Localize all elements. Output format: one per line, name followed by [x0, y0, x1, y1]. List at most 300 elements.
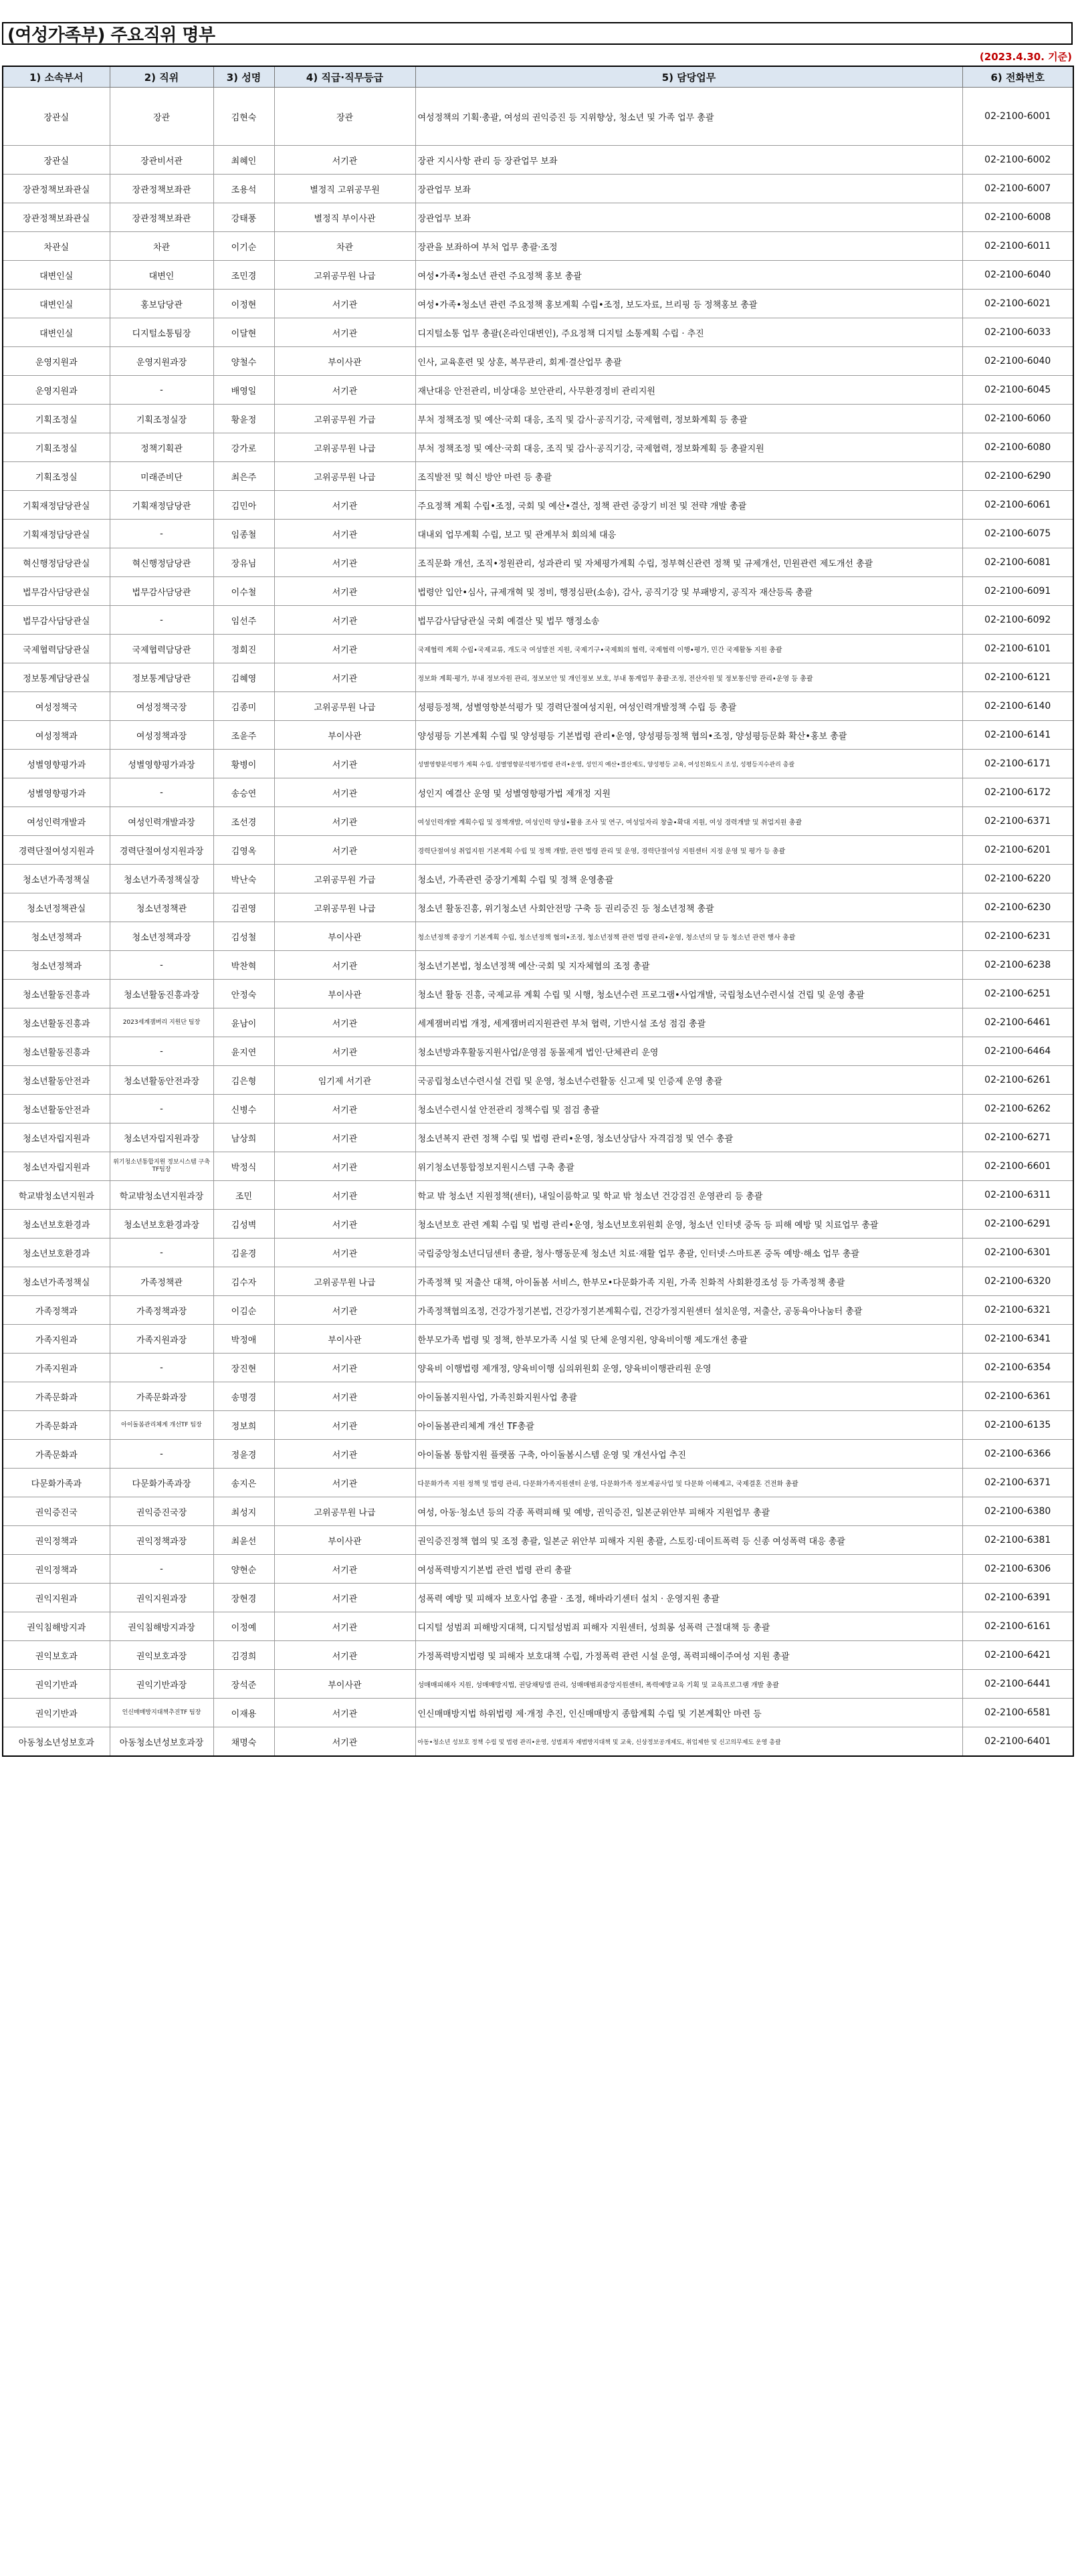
name-cell: 배영일 [213, 376, 274, 405]
duty-cell: 아이돌봄 통합지원 플랫폼 구축, 아이돌봄시스템 운영 및 개선사업 추진 [415, 1440, 962, 1469]
department-cell: 청소년자립지원과 [3, 1123, 110, 1152]
table-row [3, 1641, 1073, 1670]
table-row [3, 405, 1073, 433]
department-cell: 장관정책보좌관실 [3, 203, 110, 232]
position-cell: 다문화가족과장 [110, 1469, 213, 1497]
department-cell: 운영지원과 [3, 376, 110, 405]
name-cell: 양현순 [213, 1555, 274, 1584]
phone-cell: 02-2100-6238 [962, 951, 1073, 980]
phone-cell: 02-2100-6060 [962, 405, 1073, 433]
table-row [3, 1267, 1073, 1296]
position-cell: 청소년활동안전과장 [110, 1066, 213, 1095]
phone-cell: 02-2100-6231 [962, 922, 1073, 951]
department-cell: 가족정책과 [3, 1296, 110, 1325]
department-cell: 대변인실 [3, 261, 110, 290]
duty-cell: 위기청소년통합정보지원시스템 구축 총괄 [415, 1152, 962, 1181]
grade-cell: 서기관 [274, 1727, 415, 1757]
grade-cell: 서기관 [274, 146, 415, 175]
grade-cell: 별정직 부이사관 [274, 203, 415, 232]
name-cell: 송지은 [213, 1469, 274, 1497]
department-cell: 청소년자립지원과 [3, 1152, 110, 1181]
phone-cell: 02-2100-6290 [962, 462, 1073, 491]
page-title: (여성가족부) 주요직위 명부 [2, 22, 1073, 45]
department-cell: 가족문화과 [3, 1440, 110, 1469]
duty-cell: 가족정책협의조정, 건강가정기본법, 건강가정기본계획수립, 건강가정지원센터 설치운영, 저출산, 공동육아나눔터 총괄 [415, 1296, 962, 1325]
phone-cell: 02-2100-6230 [962, 893, 1073, 922]
table-row [3, 1469, 1073, 1497]
department-cell: 청소년활동진흥과 [3, 980, 110, 1008]
department-cell: 성별영향평가과 [3, 750, 110, 778]
table-body [3, 88, 1073, 1757]
grade-cell: 서기관 [274, 1612, 415, 1641]
duty-cell: 가족정책 및 저출산 대책, 아이돌봄 서비스, 한부모•다문화가족 지원, 가족 친화적 사회환경조성 등 가족정책 총괄 [415, 1267, 962, 1296]
duty-cell: 청소년수련시설 안전관리 정책수립 및 점검 총괄 [415, 1095, 962, 1123]
table-row [3, 146, 1073, 175]
duty-cell: 성평등정책, 성별영향분석평가 및 경력단절여성지원, 여성인력개발정책 수립 등 총괄 [415, 692, 962, 721]
name-cell: 임선주 [213, 606, 274, 635]
grade-cell: 고위공무원 나급 [274, 893, 415, 922]
department-cell: 경력단절여성지원과 [3, 836, 110, 865]
table-row [3, 577, 1073, 606]
phone-cell: 02-2100-6601 [962, 1152, 1073, 1181]
table-row [3, 232, 1073, 261]
grade-cell: 서기관 [274, 491, 415, 520]
phone-cell: 02-2100-6361 [962, 1382, 1073, 1411]
department-cell: 장관실 [3, 88, 110, 146]
phone-cell: 02-2100-6121 [962, 663, 1073, 692]
table-row [3, 175, 1073, 203]
grade-cell: 서기관 [274, 635, 415, 663]
phone-cell: 02-2100-6464 [962, 1037, 1073, 1066]
position-cell: 대변인 [110, 261, 213, 290]
duty-cell: 아동•청소년 성보호 정책 수립 및 법령 관리•운영, 성범죄자 재범방지대책 및 교육, 신상정보공개제도, 취업제한 및 신고의무제도 운영 총괄 [415, 1727, 962, 1757]
department-cell: 법무감사담당관실 [3, 577, 110, 606]
position-cell: 장관 [110, 88, 213, 146]
position-cell: 홍보담당관 [110, 290, 213, 318]
position-cell: 아이돌봄관리체계 개선TF 팀장 [110, 1411, 213, 1440]
reference-date: (2023.4.30. 기준) [979, 51, 1072, 63]
phone-cell: 02-2100-6291 [962, 1210, 1073, 1239]
table-row [3, 606, 1073, 635]
position-cell: 성별영향평가과장 [110, 750, 213, 778]
department-cell: 기획조정실 [3, 433, 110, 462]
position-cell: 청소년보호환경과장 [110, 1210, 213, 1239]
duty-cell: 조직발전 및 혁신 방안 마련 등 총괄 [415, 462, 962, 491]
table-row [3, 893, 1073, 922]
table-row [3, 865, 1073, 893]
phone-cell: 02-2100-6008 [962, 203, 1073, 232]
department-cell: 기획조정실 [3, 462, 110, 491]
position-cell: 권익증진국장 [110, 1497, 213, 1526]
name-cell: 조용석 [213, 175, 274, 203]
table-row [3, 1526, 1073, 1555]
table-row [3, 1382, 1073, 1411]
department-cell: 차관실 [3, 232, 110, 261]
phone-cell: 02-2100-6371 [962, 1469, 1073, 1497]
table-row [3, 88, 1073, 146]
phone-cell: 02-2100-6381 [962, 1526, 1073, 1555]
duty-cell: 청소년기본법, 청소년정책 예산·국회 및 지자체협의 조정 총괄 [415, 951, 962, 980]
duty-cell: 국립중앙청소년디딤센터 총괄, 청사·행동문제 청소년 치료·재활 업무 총괄, 인터넷·스마트폰 중독 예방·해소 업무 총괄 [415, 1239, 962, 1267]
phone-cell: 02-2100-6007 [962, 175, 1073, 203]
duty-cell: 청소년보호 관련 계획 수립 및 법령 관리•운영, 청소년보호위원회 운영, 청소년 인터넷 중독 등 피해 예방 및 치료업무 총괄 [415, 1210, 962, 1239]
grade-cell: 서기관 [274, 1296, 415, 1325]
grade-cell: 고위공무원 나급 [274, 1267, 415, 1296]
duty-cell: 청소년 활동진흥, 위기청소년 사회안전망 구축 등 권리증진 등 청소년정책 총괄 [415, 893, 962, 922]
table-row [3, 1497, 1073, 1526]
grade-cell: 서기관 [274, 1123, 415, 1152]
position-cell: 디지털소통팀장 [110, 318, 213, 347]
phone-cell: 02-2100-6341 [962, 1325, 1073, 1354]
position-cell: 여성인력개발과장 [110, 807, 213, 836]
duty-cell: 여성•가족•청소년 관련 주요정책 홍보 총괄 [415, 261, 962, 290]
duty-cell: 성매매피해자 지원, 성매매방지법, 권당채팅앱 관리, 성매매범죄중앙지원센터, 폭력예방교육 기획 및 교육프로그램 개발 총괄 [415, 1670, 962, 1699]
department-cell: 다문화가족과 [3, 1469, 110, 1497]
name-cell: 양철수 [213, 347, 274, 376]
table-row [3, 1612, 1073, 1641]
position-cell: 차관 [110, 232, 213, 261]
phone-cell: 02-2100-6401 [962, 1727, 1073, 1757]
table-row [3, 261, 1073, 290]
grade-cell: 부이사관 [274, 980, 415, 1008]
phone-cell: 02-2100-6321 [962, 1296, 1073, 1325]
grade-cell: 고위공무원 나급 [274, 1497, 415, 1526]
duty-cell: 여성정책의 기획·총괄, 여성의 권익증진 등 지위향상, 청소년 및 가족 업무 총괄 [415, 88, 962, 146]
duty-cell: 양육비 이행법령 제개정, 양육비이행 심의위원회 운영, 양육비이행관리원 운영 [415, 1354, 962, 1382]
department-cell: 여성인력개발과 [3, 807, 110, 836]
table-row [3, 1584, 1073, 1612]
duty-cell: 가정폭력방지법령 및 피해자 보호대책 수립, 가정폭력 관련 시설 운영, 폭력피해이주여성 지원 총괄 [415, 1641, 962, 1670]
table-row [3, 980, 1073, 1008]
position-cell: 아동청소년성보호과장 [110, 1727, 213, 1757]
grade-cell: 부이사관 [274, 347, 415, 376]
table-row [3, 1440, 1073, 1469]
position-cell: 위기청소년통합지원 정보시스템 구축TF팀장 [110, 1152, 213, 1181]
grade-cell: 서기관 [274, 1354, 415, 1382]
grade-cell: 고위공무원 나급 [274, 433, 415, 462]
name-cell: 임종철 [213, 520, 274, 548]
table-row [3, 1670, 1073, 1699]
position-cell: - [110, 951, 213, 980]
phone-cell: 02-2100-6040 [962, 347, 1073, 376]
duty-cell: 국공립청소년수련시설 건립 및 운영, 청소년수련활동 신고제 및 인증제 운영 총괄 [415, 1066, 962, 1095]
position-cell: 권익정책과장 [110, 1526, 213, 1555]
department-cell: 권익증진국 [3, 1497, 110, 1526]
department-cell: 대변인실 [3, 290, 110, 318]
name-cell: 안정숙 [213, 980, 274, 1008]
grade-cell: 서기관 [274, 1181, 415, 1210]
phone-cell: 02-2100-6271 [962, 1123, 1073, 1152]
phone-cell: 02-2100-6135 [962, 1411, 1073, 1440]
phone-cell: 02-2100-6581 [962, 1699, 1073, 1727]
name-cell: 김성철 [213, 922, 274, 951]
duty-cell: 여성, 아동·청소년 등의 각종 폭력피해 및 예방, 권익증진, 일본군위안부 피해자 지원업무 총괄 [415, 1497, 962, 1526]
position-cell: - [110, 1037, 213, 1066]
position-cell: 여성정책과장 [110, 721, 213, 750]
phone-cell: 02-2100-6141 [962, 721, 1073, 750]
duty-cell: 법령안 입안•심사, 규제개혁 및 정비, 행정심판(소송), 감사, 공직기강 및 부패방지, 공직자 재산등록 총괄 [415, 577, 962, 606]
grade-cell: 고위공무원 나급 [274, 261, 415, 290]
position-cell: 정책기획관 [110, 433, 213, 462]
department-cell: 아동청소년성보호과 [3, 1727, 110, 1757]
phone-cell: 02-2100-6021 [962, 290, 1073, 318]
phone-cell: 02-2100-6011 [962, 232, 1073, 261]
grade-cell: 서기관 [274, 520, 415, 548]
duty-cell: 조직문화 개선, 조직•정원관리, 성과관리 및 자체평가계획 수립, 정부혁신관련 정책 및 규제개선, 민원관련 제도개선 총괄 [415, 548, 962, 577]
table-row [3, 1008, 1073, 1037]
grade-cell: 서기관 [274, 606, 415, 635]
name-cell: 장현경 [213, 1584, 274, 1612]
phone-cell: 02-2100-6002 [962, 146, 1073, 175]
position-cell: 권익기반과장 [110, 1670, 213, 1699]
table-row [3, 1123, 1073, 1152]
name-cell: 김은형 [213, 1066, 274, 1095]
position-cell: 권익지원과장 [110, 1584, 213, 1612]
position-cell: 가족정책과장 [110, 1296, 213, 1325]
department-cell: 청소년보호환경과 [3, 1239, 110, 1267]
department-cell: 청소년활동진흥과 [3, 1008, 110, 1037]
department-cell: 법무감사담당관실 [3, 606, 110, 635]
header-duties: 5) 담당업무 [415, 66, 962, 88]
table-row [3, 1210, 1073, 1239]
name-cell: 조윤주 [213, 721, 274, 750]
position-cell: 법무감사담당관 [110, 577, 213, 606]
staff-roster-table [2, 66, 1074, 1757]
name-cell: 김영옥 [213, 836, 274, 865]
grade-cell: 서기관 [274, 951, 415, 980]
grade-cell: 서기관 [274, 1008, 415, 1037]
duty-cell: 경력단절여성 취업지원 기본계획 수립 및 정책 개발, 관련 법령 관리 및 운영, 경력단절여성 지원센터 지정 운영 및 평가 등 총괄 [415, 836, 962, 865]
name-cell: 최성지 [213, 1497, 274, 1526]
department-cell: 권익기반과 [3, 1699, 110, 1727]
position-cell: 장관비서관 [110, 146, 213, 175]
department-cell: 가족문화과 [3, 1382, 110, 1411]
name-cell: 최은주 [213, 462, 274, 491]
position-cell: 기획조정실장 [110, 405, 213, 433]
table-row [3, 1181, 1073, 1210]
name-cell: 김경희 [213, 1641, 274, 1670]
department-cell: 성별영향평가과 [3, 778, 110, 807]
name-cell: 박찬혁 [213, 951, 274, 980]
position-cell: 장관정책보좌관 [110, 175, 213, 203]
position-cell: - [110, 606, 213, 635]
phone-cell: 02-2100-6033 [962, 318, 1073, 347]
position-cell: 청소년정책과장 [110, 922, 213, 951]
table-row [3, 548, 1073, 577]
table-row [3, 1095, 1073, 1123]
position-cell: 기획재정담당관 [110, 491, 213, 520]
phone-cell: 02-2100-6421 [962, 1641, 1073, 1670]
table-row [3, 692, 1073, 721]
phone-cell: 02-2100-6045 [962, 376, 1073, 405]
name-cell: 이수철 [213, 577, 274, 606]
name-cell: 박정식 [213, 1152, 274, 1181]
grade-cell: 고위공무원 가급 [274, 865, 415, 893]
phone-cell: 02-2100-6441 [962, 1670, 1073, 1699]
phone-cell: 02-2100-6261 [962, 1066, 1073, 1095]
name-cell: 황병이 [213, 750, 274, 778]
phone-cell: 02-2100-6061 [962, 491, 1073, 520]
name-cell: 김현숙 [213, 88, 274, 146]
name-cell: 윤지연 [213, 1037, 274, 1066]
duty-cell: 부처 정책조정 및 예산·국회 대응, 조직 및 감사·공직기강, 국제협력, 정보화계획 등 총괄 [415, 405, 962, 433]
duty-cell: 인사, 교육훈련 및 상훈, 복무관리, 회계·결산업무 총괄 [415, 347, 962, 376]
position-cell: 국제협력담당관 [110, 635, 213, 663]
grade-cell: 서기관 [274, 1440, 415, 1469]
name-cell: 정회진 [213, 635, 274, 663]
position-cell: 인신매매방지대책추진TF 팀장 [110, 1699, 213, 1727]
table-row [3, 836, 1073, 865]
department-cell: 장관실 [3, 146, 110, 175]
grade-cell: 서기관 [274, 1382, 415, 1411]
phone-cell: 02-2100-6306 [962, 1555, 1073, 1584]
department-cell: 청소년정책과 [3, 922, 110, 951]
duty-cell: 한부모가족 법령 및 정책, 한부모가족 시설 및 단체 운영지원, 양육비이행 제도개선 총괄 [415, 1325, 962, 1354]
name-cell: 박난숙 [213, 865, 274, 893]
position-cell: - [110, 778, 213, 807]
name-cell: 신병수 [213, 1095, 274, 1123]
grade-cell: 서기관 [274, 1555, 415, 1584]
phone-cell: 02-2100-6075 [962, 520, 1073, 548]
department-cell: 여성정책과 [3, 721, 110, 750]
table-row [3, 1411, 1073, 1440]
name-cell: 김민아 [213, 491, 274, 520]
grade-cell: 서기관 [274, 1095, 415, 1123]
table-row [3, 663, 1073, 692]
phone-cell: 02-2100-6081 [962, 548, 1073, 577]
name-cell: 윤남이 [213, 1008, 274, 1037]
department-cell: 가족문화과 [3, 1411, 110, 1440]
table-row [3, 1555, 1073, 1584]
position-cell: - [110, 520, 213, 548]
grade-cell: 서기관 [274, 807, 415, 836]
header-phone: 6) 전화번호 [962, 66, 1073, 88]
duty-cell: 국제협력 계획 수립•국제교류, 개도국 여성발전 지원, 국제기구•국제회의 협력, 국제협력 이행•평가, 민간 국제활동 지원 총괄 [415, 635, 962, 663]
grade-cell: 서기관 [274, 290, 415, 318]
department-cell: 청소년보호환경과 [3, 1210, 110, 1239]
position-cell: - [110, 1239, 213, 1267]
phone-cell: 02-2100-6092 [962, 606, 1073, 635]
grade-cell: 서기관 [274, 1411, 415, 1440]
name-cell: 장석준 [213, 1670, 274, 1699]
department-cell: 청소년정책관실 [3, 893, 110, 922]
department-cell: 권익보호과 [3, 1641, 110, 1670]
header-name: 3) 성명 [213, 66, 274, 88]
department-cell: 권익침해방지과 [3, 1612, 110, 1641]
grade-cell: 서기관 [274, 577, 415, 606]
grade-cell: 서기관 [274, 1037, 415, 1066]
grade-cell: 서기관 [274, 778, 415, 807]
phone-cell: 02-2100-6091 [962, 577, 1073, 606]
position-cell: 2023세계잼버리 지원단 팀장 [110, 1008, 213, 1037]
department-cell: 학교밖청소년지원과 [3, 1181, 110, 1210]
position-cell: 정보통계담당관 [110, 663, 213, 692]
table-row [3, 1152, 1073, 1181]
table-row [3, 203, 1073, 232]
table-header-row [3, 66, 1073, 88]
phone-cell: 02-2100-6080 [962, 433, 1073, 462]
grade-cell: 서기관 [274, 1584, 415, 1612]
position-cell: 가족문화과장 [110, 1382, 213, 1411]
duty-cell: 디지털소통 업무 총괄(온라인대변인), 주요정책 디지털 소통계획 수립 · 추진 [415, 318, 962, 347]
name-cell: 최혜인 [213, 146, 274, 175]
phone-cell: 02-2100-6371 [962, 807, 1073, 836]
grade-cell: 장관 [274, 88, 415, 146]
duty-cell: 법무감사담당관실 국회 예결산 및 법무 행정소송 [415, 606, 962, 635]
header-position: 2) 직위 [110, 66, 213, 88]
name-cell: 김혜영 [213, 663, 274, 692]
name-cell: 장진현 [213, 1354, 274, 1382]
duty-cell: 성폭력 예방 및 피해자 보호사업 총괄 · 조정, 해바라기센터 설치 · 운영지원 총괄 [415, 1584, 962, 1612]
duty-cell: 부처 정책조정 및 예산·국회 대응, 조직 및 감사·공직기강, 국제협력, 정보화계획 등 총괄지원 [415, 433, 962, 462]
phone-cell: 02-2100-6171 [962, 750, 1073, 778]
position-cell: 미래준비단 [110, 462, 213, 491]
name-cell: 이달현 [213, 318, 274, 347]
position-cell: - [110, 1095, 213, 1123]
duty-cell: 장관 지시사항 관리 등 장관업무 보좌 [415, 146, 962, 175]
grade-cell: 별정직 고위공무원 [274, 175, 415, 203]
duty-cell: 성인지 예결산 운영 및 성별영향평가법 제개정 지원 [415, 778, 962, 807]
position-cell: 청소년정책관 [110, 893, 213, 922]
department-cell: 청소년활동안전과 [3, 1066, 110, 1095]
table-row [3, 1325, 1073, 1354]
duty-cell: 학교 밖 청소년 지원정책(센터), 내일이룸학교 및 학교 밖 청소년 건강검진 운영관리 등 총괄 [415, 1181, 962, 1210]
department-cell: 청소년정책과 [3, 951, 110, 980]
grade-cell: 고위공무원 나급 [274, 692, 415, 721]
phone-cell: 02-2100-6262 [962, 1095, 1073, 1123]
phone-cell: 02-2100-6201 [962, 836, 1073, 865]
header-department: 1) 소속부서 [3, 66, 110, 88]
table-row [3, 635, 1073, 663]
duty-cell: 청소년, 가족관련 중장기계획 수립 및 정책 운영총괄 [415, 865, 962, 893]
grade-cell: 서기관 [274, 1641, 415, 1670]
department-cell: 여성정책국 [3, 692, 110, 721]
department-cell: 국제협력담당관실 [3, 635, 110, 663]
grade-cell: 서기관 [274, 376, 415, 405]
table-row [3, 1727, 1073, 1757]
grade-cell: 부이사관 [274, 1670, 415, 1699]
grade-cell: 서기관 [274, 663, 415, 692]
name-cell: 조선경 [213, 807, 274, 836]
grade-cell: 서기관 [274, 1152, 415, 1181]
position-cell: 장관정책보좌관 [110, 203, 213, 232]
position-cell: 운영지원과장 [110, 347, 213, 376]
department-cell: 장관정책보좌관실 [3, 175, 110, 203]
department-cell: 기획재정담당관실 [3, 520, 110, 548]
table-row [3, 750, 1073, 778]
duty-cell: 정보화 계획·평가, 부내 정보자원 관리, 정보보안 및 개인정보 보호, 부내 통계업무 총괄·조정, 전산자원 및 정보통신망 관리•운영 등 총괄 [415, 663, 962, 692]
position-cell: - [110, 1440, 213, 1469]
name-cell: 송승연 [213, 778, 274, 807]
name-cell: 이김순 [213, 1296, 274, 1325]
table-row [3, 520, 1073, 548]
duty-cell: 청소년 활동 진흥, 국제교류 계획 수립 및 시행, 청소년수련 프로그램•사업개발, 국립청소년수련시설 건립 및 운영 총괄 [415, 980, 962, 1008]
table-row [3, 347, 1073, 376]
table-row [3, 318, 1073, 347]
table-row [3, 1354, 1073, 1382]
grade-cell: 고위공무원 나급 [274, 462, 415, 491]
grade-cell: 부이사관 [274, 1325, 415, 1354]
phone-cell: 02-2100-6251 [962, 980, 1073, 1008]
name-cell: 남상희 [213, 1123, 274, 1152]
table-row [3, 951, 1073, 980]
duty-cell: 여성인력개발 계획수립 및 정책개발, 여성인력 양성•활용 조사 및 연구, 여성일자리 창출•확대 지원, 여성 경력개발 및 취업지원 총괄 [415, 807, 962, 836]
position-cell: 청소년활동진흥과장 [110, 980, 213, 1008]
department-cell: 가족지원과 [3, 1354, 110, 1382]
table-row [3, 376, 1073, 405]
phone-cell: 02-2100-6040 [962, 261, 1073, 290]
duty-cell: 권익증진정책 협의 및 조정 총괄, 일본군 위안부 피해자 지원 총괄, 스토킹·데이트폭력 등 신종 여성폭력 대응 총괄 [415, 1526, 962, 1555]
